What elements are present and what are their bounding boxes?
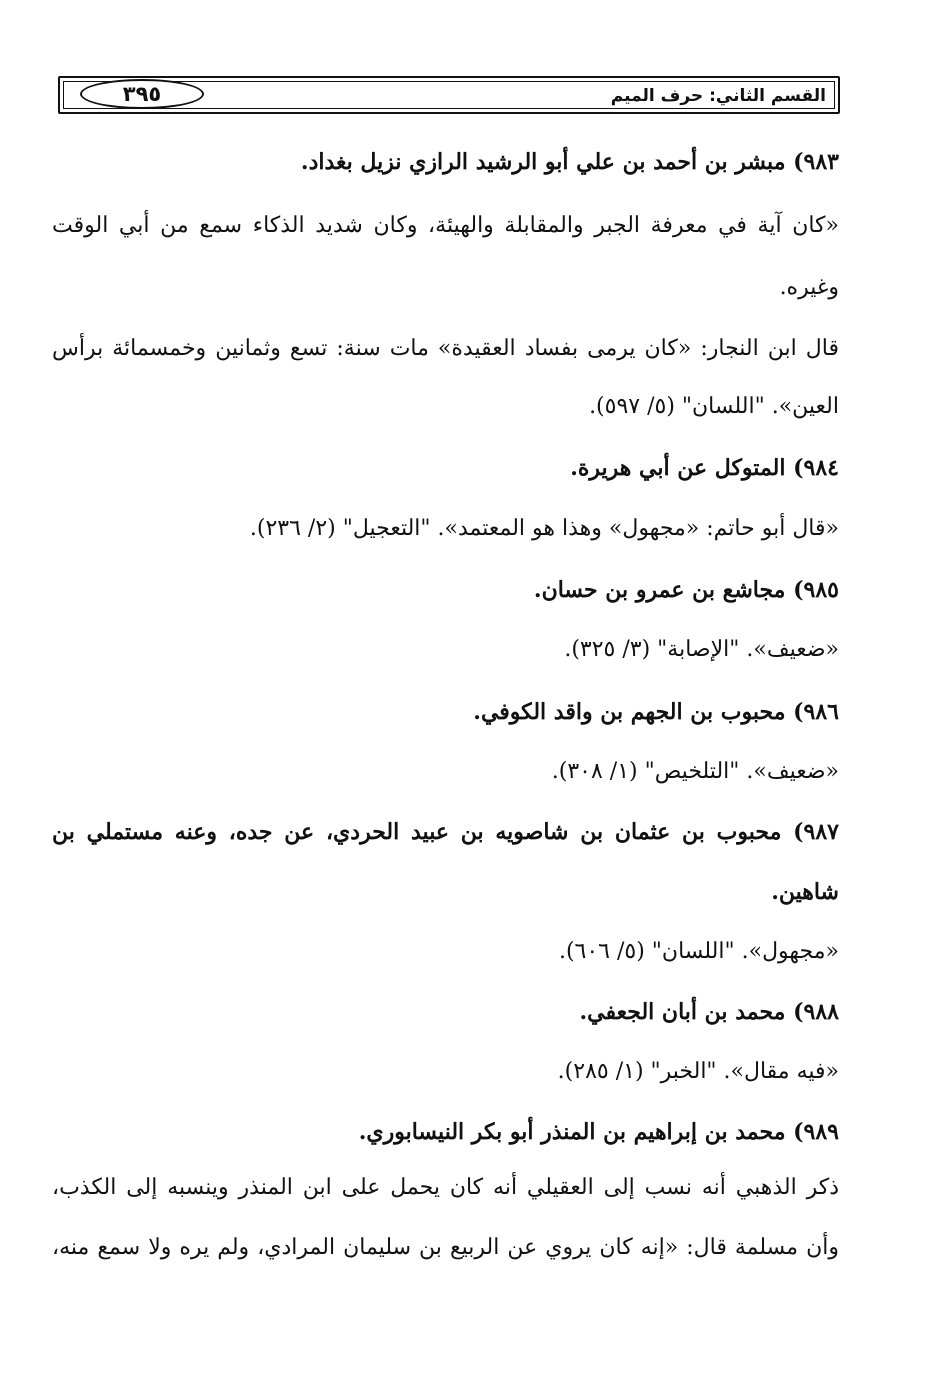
entry-986-text: «ضعيف». "التلخيص" (١/ ٣٠٨). <box>551 759 839 784</box>
entry-987-text: «مجهول». "اللسان" (٥/ ٦٠٦). <box>558 939 839 964</box>
page-number: ٣٩٥ <box>80 79 204 109</box>
entry-988-heading: ٩٨٨) محمد بن أبان الجعفي. <box>579 999 839 1025</box>
running-title: القسم الثاني: حرف الميم <box>610 86 826 106</box>
entry-984-text: «قال أبو حاتم: «مجهول» وهذا هو المعتمد». "التعجيل" (٢/ ٢٣٦). <box>249 516 839 541</box>
running-header <box>58 76 840 114</box>
entry-986-heading: ٩٨٦) محبوب بن الجهم بن واقد الكوفي. <box>473 699 839 725</box>
entry-989-heading: ٩٨٩) محمد بن إبراهيم بن المنذر أبو بكر النيسابوري. <box>358 1119 839 1145</box>
entry-987-heading-line-2: شاهين. <box>771 879 839 905</box>
entry-983-source: العين». "اللسان" (٥/ ٥٩٧). <box>589 394 839 419</box>
entry-983-text-line-2: وغيره. <box>779 275 839 300</box>
entry-983-text-line-3: قال ابن النجار: «كان يرمى بفساد العقيدة» مات سنة: تسع وثمانين وخمسمائة برأس <box>52 336 839 361</box>
entry-989-text-line-1: ذكر الذهبي أنه نسب إلى العقيلي أنه كان يحمل على ابن المنذر وينسبه إلى الكذب، <box>52 1175 839 1200</box>
entry-983-text-line-1: «كان آية في معرفة الجبر والمقابلة والهيئة، وكان شديد الذكاء سمع من أبي الوقت <box>52 213 839 238</box>
entry-987-heading-line-1: ٩٨٧) محبوب بن عثمان بن شاصويه بن عبيد الحردي، عن جده، وعنه مستملي بن <box>52 819 839 845</box>
entry-985-text: «ضعيف». "الإصابة" (٣/ ٣٢٥). <box>564 637 839 662</box>
entry-983-heading: ٩٨٣) مبشر بن أحمد بن علي أبو الرشيد الرازي نزيل بغداد. <box>300 149 839 175</box>
entry-989-text-line-2: وأن مسلمة قال: «إنه كان يروي عن الربيع بن سليمان المرادي، ولم يره ولا سمع منه، <box>52 1235 839 1260</box>
entry-984-heading: ٩٨٤) المتوكل عن أبي هريرة. <box>570 455 839 481</box>
entry-985-heading: ٩٨٥) مجاشع بن عمرو بن حسان. <box>533 577 839 603</box>
entry-988-text: «فيه مقال». "الخبر" (١/ ٢٨٥). <box>557 1059 839 1084</box>
